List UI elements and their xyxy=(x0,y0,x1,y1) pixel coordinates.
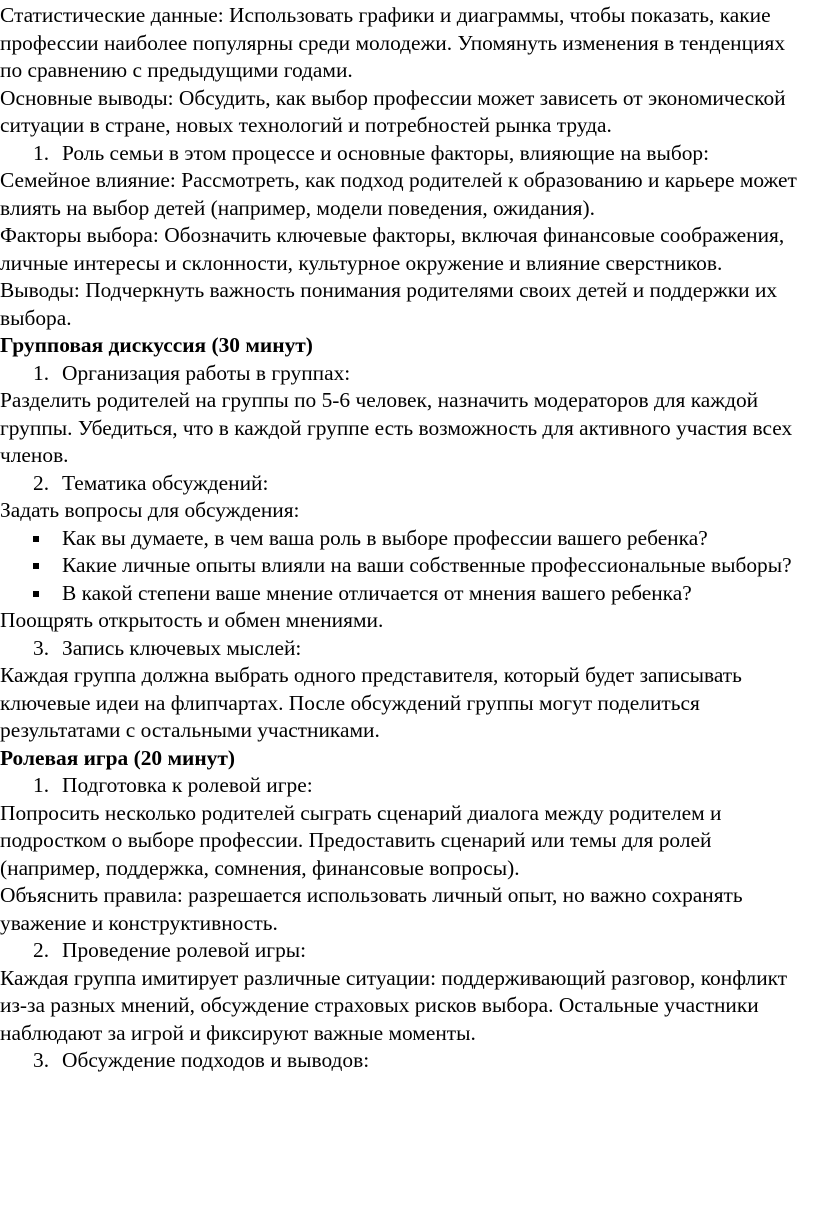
item-number: 1. xyxy=(33,140,50,165)
bullet-square-icon xyxy=(33,552,62,580)
paragraph-main-conclusions: Основные выводы: Обсудить, как выбор профессии может зависеть от экономической ситуации в стране, новых технологий и потребностей рынка труда. xyxy=(0,85,786,137)
paragraph-representative: Каждая группа должна выбрать одного представителя, который будет записывать ключевые идеи на флипчартах. После обсуждений группы могут поделиться результатами с остальными участниками. xyxy=(0,663,742,742)
paragraph-family-influence: Семейное влияние: Рассмотреть, как подход родителей к образованию и карьере может влиять на выбор детей (например, модели поведения, ожидания). xyxy=(0,168,797,220)
numbered-item-group-organization xyxy=(0,360,810,388)
paragraph-rules: Объяснить правила: разрешается использовать личный опыт, но важно сохранять уважение и конструктивность. xyxy=(0,883,743,935)
item-number: 1. xyxy=(33,360,50,385)
bullet-item xyxy=(0,580,810,608)
bullet-square-icon xyxy=(33,580,62,608)
item-number: 3. xyxy=(33,635,50,660)
numbered-item-family-role xyxy=(0,140,810,168)
bullet-text: Как вы думаете, в чем ваша роль в выборе профессии вашего ребенка? xyxy=(62,525,708,550)
item-text: Обсуждение подходов и выводов: xyxy=(62,1048,370,1072)
paragraph-encourage-openness: Поощрять открытость и обмен мнениями. xyxy=(0,608,384,632)
numbered-item-role-play-conduct xyxy=(0,937,810,965)
item-text: Организация работы в группах: xyxy=(62,360,351,385)
item-text: Роль семьи в этом процессе и основные факторы, влияющие на выбор: xyxy=(62,140,710,165)
bullet-item xyxy=(0,525,810,553)
item-number: 2. xyxy=(33,470,50,495)
paragraph-choice-factors: Факторы выбора: Обозначить ключевые факторы, включая финансовые соображения, личные интересы и склонности, культурное окружение и влияние сверстников. xyxy=(0,223,785,275)
bullet-item xyxy=(0,552,810,580)
bullet-square-icon xyxy=(33,525,62,553)
paragraph-split-groups: Разделить родителей на группы по 5-6 человек, назначить модераторов для каждой группы. Убедиться, что в каждой группе есть возможность для активного участия всех членов. xyxy=(0,388,793,467)
paragraph-ask-questions: Задать вопросы для обсуждения: xyxy=(0,498,300,522)
item-text: Подготовка к ролевой игре: xyxy=(62,773,313,797)
item-text: Тематика обсуждений: xyxy=(62,470,269,495)
numbered-item-role-play-prep xyxy=(0,772,810,800)
item-number: 2. xyxy=(33,938,50,962)
bullet-text: В какой степени ваше мнение отличается от мнения вашего ребенка? xyxy=(62,580,692,605)
item-text: Проведение ролевой игры: xyxy=(62,938,307,962)
paragraph-statistics: Статистические данные: Использовать графики и диаграммы, чтобы показать, какие профессии наиболее популярны среди молодежи. Упомянуть изменения в тенденциях по сравнению с предыдущими годами. xyxy=(0,3,786,82)
numbered-item-discussion-topics xyxy=(0,470,810,498)
paragraph-scenario: Попросить несколько родителей сыграть сценарий диалога между родителем и подростком о выборе профессии. Предоставить сценарий или темы для ролей (например, поддержка, сомнения, финансовые вопросы). xyxy=(0,800,722,880)
heading-group-discussion: Групповая дискуссия (30 минут) xyxy=(0,333,313,357)
bullet-text: Какие личные опыты влияли на ваши собственные профессиональные выборы? xyxy=(62,553,792,577)
item-number: 3. xyxy=(33,1048,50,1072)
numbered-item-record-thoughts xyxy=(0,635,810,663)
paragraph-conclusions: Выводы: Подчеркнуть важность понимания родителями своих детей и поддержки их выбора. xyxy=(0,278,778,330)
paragraph-situations: Каждая группа имитирует различные ситуации: поддерживающий разговор, конфликт из-за разных мнений, обсуждение страховых рисков выбора. Остальные участники наблюдают за игрой и фиксируют важные моменты. xyxy=(0,965,788,1045)
numbered-item-discussion-approaches xyxy=(0,1047,810,1075)
heading-role-play: Ролевая игра (20 минут) xyxy=(0,745,235,770)
item-text: Запись ключевых мыслей: xyxy=(62,635,302,660)
item-number: 1. xyxy=(33,773,50,797)
